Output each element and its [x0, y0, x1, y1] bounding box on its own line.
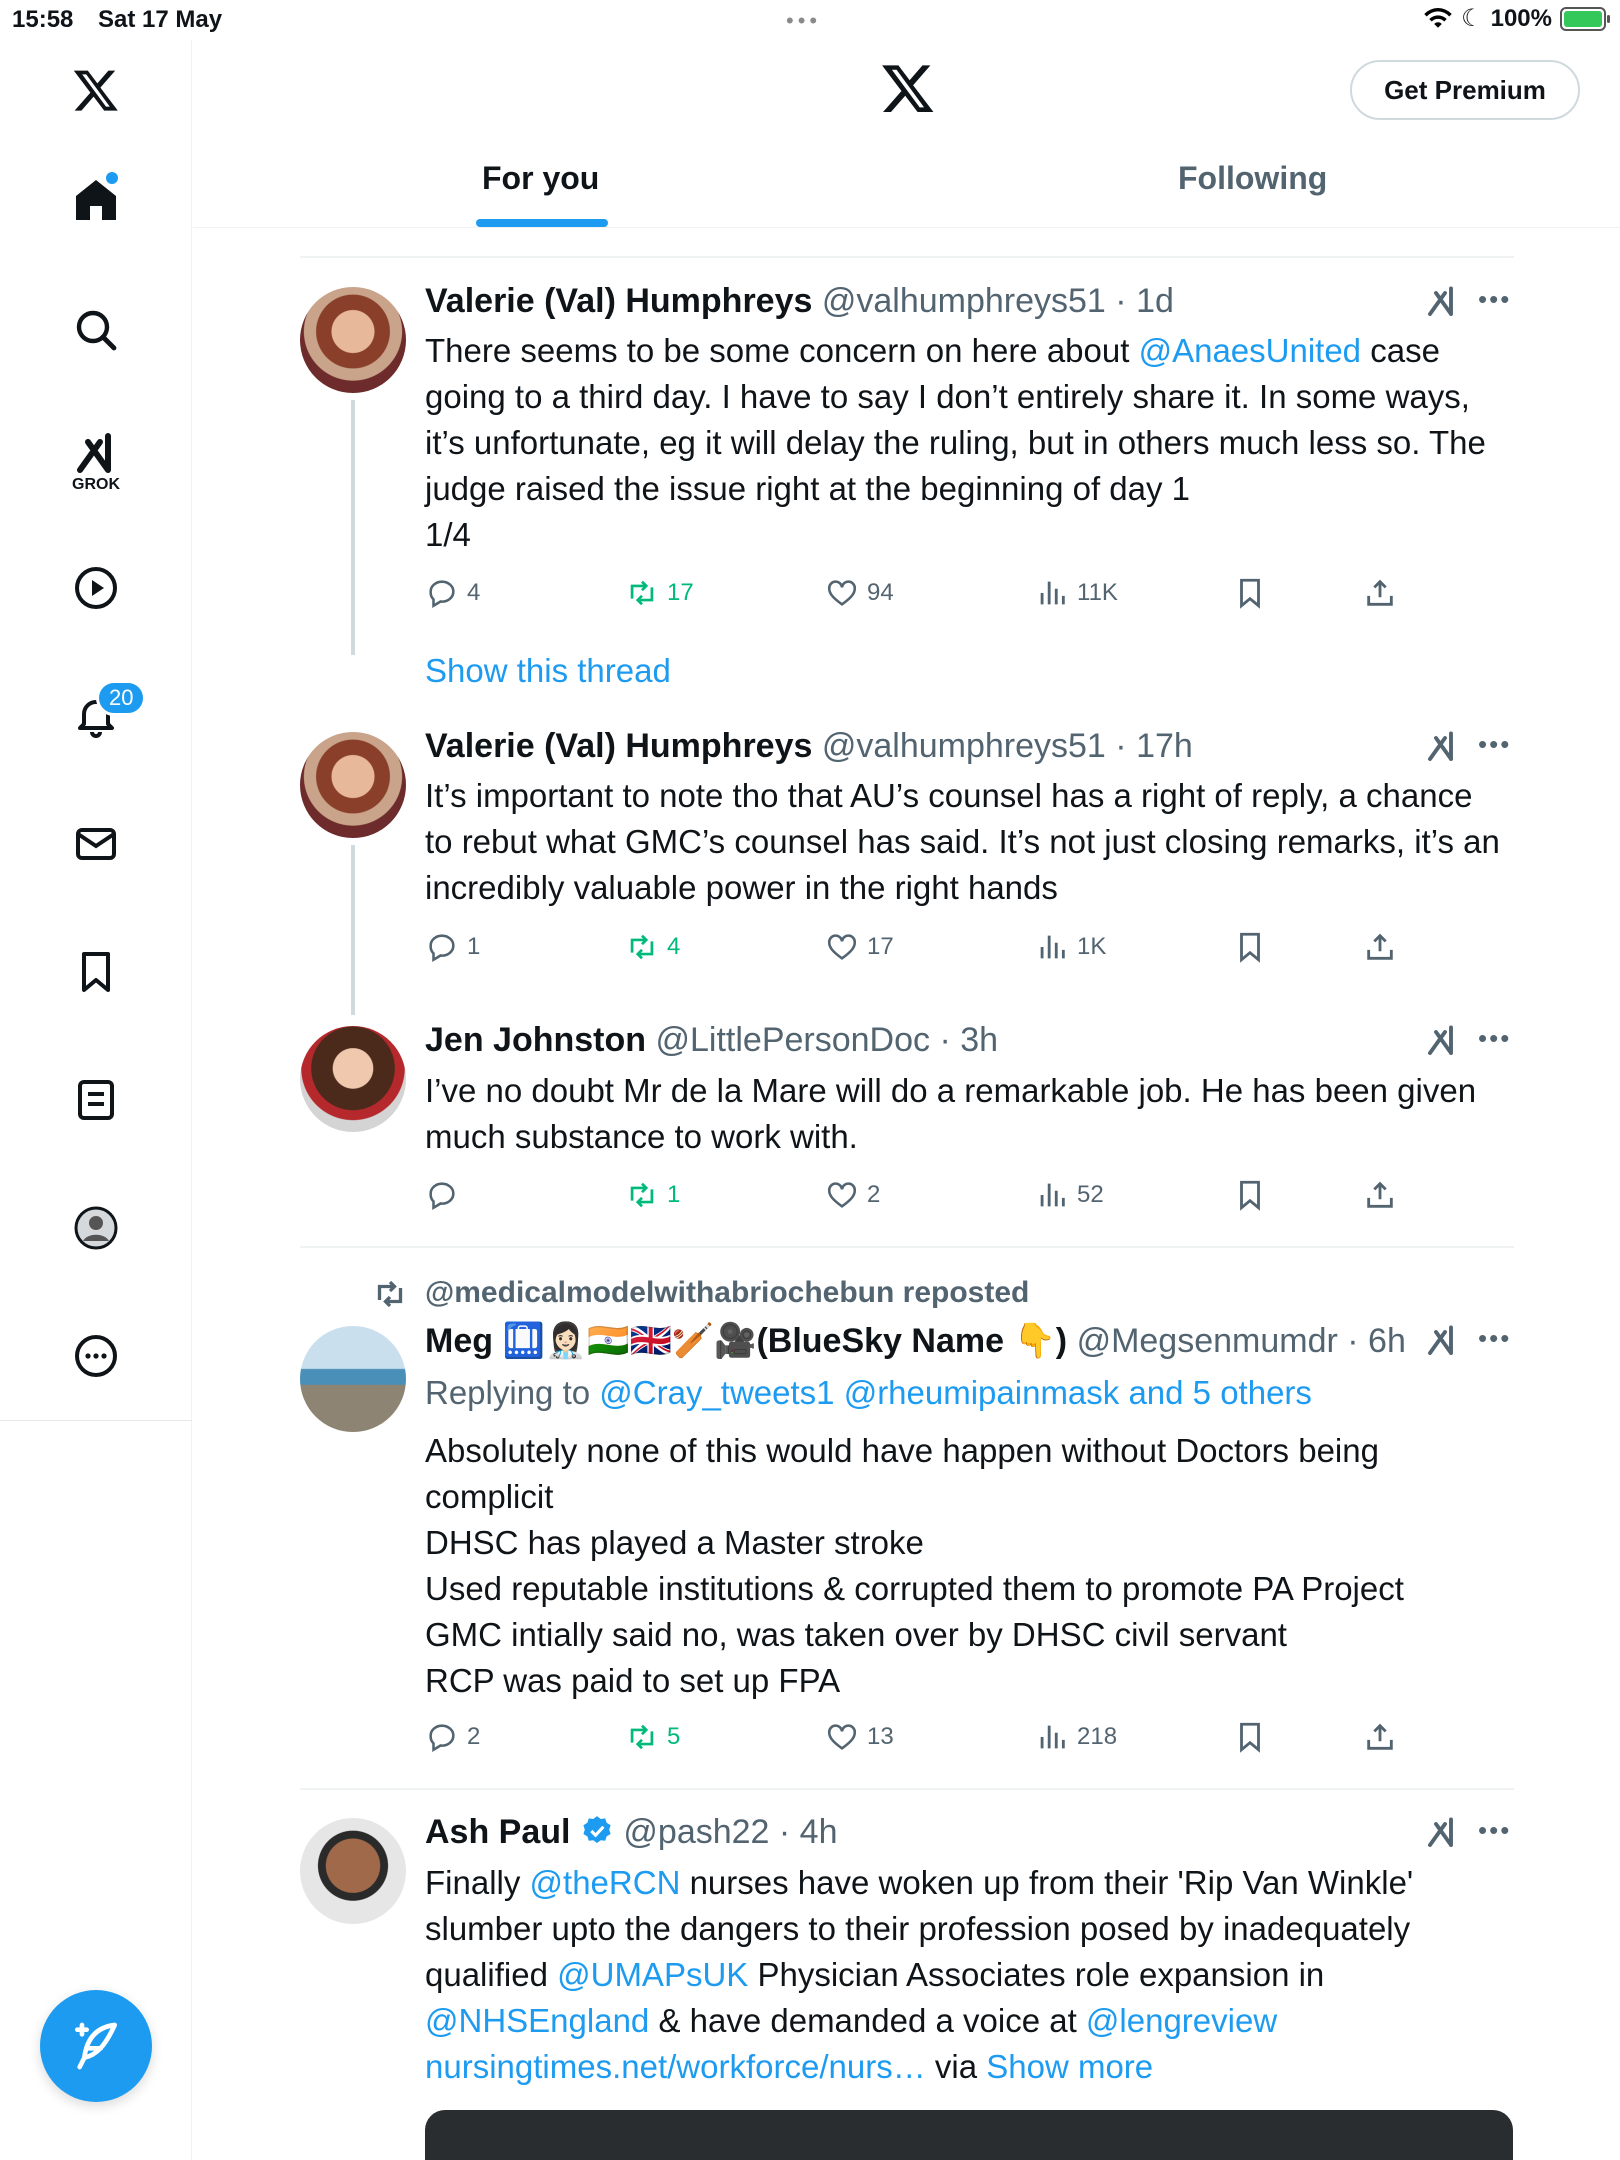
tweet-text: Finally @theRCN nurses have woken up from their 'Rip Van Winkle' slumber upto the dangers to their profession posed by inadequately qualified @UMAPsUK Physician Associates role expansion in @NHSEngland & have demanded a voice at @lengreview nursingtimes.net/workforce/nurs… via Show more — [425, 1864, 1414, 2085]
status-bar — [0, 0, 1620, 40]
more-options-icon[interactable]: ••• — [1478, 729, 1512, 759]
video-play-icon[interactable] — [62, 554, 130, 622]
reply-icon — [425, 930, 459, 964]
like-icon — [825, 1720, 859, 1754]
tweet-media[interactable] — [425, 2110, 1513, 2160]
compose-icon — [68, 2018, 124, 2074]
tweet-actions — [425, 930, 1425, 970]
tweet-separator — [300, 1788, 1514, 1790]
more-options-icon[interactable]: ••• — [1478, 1815, 1512, 1845]
replying-to: Replying to @Cray_tweets1 @rheumipainmask and 5 others — [425, 1374, 1312, 1411]
mention-link[interactable]: @NHSEngland — [425, 2002, 650, 2039]
avatar[interactable] — [300, 1818, 406, 1924]
status-right — [1423, 4, 1606, 33]
mention-link[interactable]: @theRCN — [529, 1864, 681, 1901]
reply-button[interactable]: 4 — [425, 576, 480, 610]
grok-label: GROK — [72, 476, 120, 493]
repost-icon — [625, 576, 659, 610]
like-button[interactable]: 13 — [825, 1720, 894, 1754]
show-thread-link[interactable]: Show this thread — [425, 652, 671, 689]
tab-for-you[interactable]: For you — [482, 160, 600, 196]
author-handle[interactable]: @pash22 — [623, 1813, 770, 1851]
tweet-header: Meg 🛄👩🏻‍⚕️🇮🇳🇬🇧🏏🎥(BlueSky Name 👇) @Megsenmumdr · 6h — [425, 1322, 1406, 1360]
views-button[interactable]: 218 — [1035, 1720, 1117, 1754]
repost-icon — [372, 1276, 408, 1312]
x-logo-icon[interactable] — [880, 60, 936, 121]
tweet-header: Jen Johnston @LittlePersonDoc · 3h — [425, 1021, 999, 1059]
author-handle[interactable]: @valhumphreys51 — [821, 727, 1106, 765]
get-premium-button[interactable]: Get Premium — [1350, 60, 1580, 120]
tweet-text: It’s important to note tho that AU’s counsel has a right of reply, a chance to rebut what GMC’s counsel has said. It’s not just closing remarks, it’s an incredibly valuable power in the right hands — [425, 777, 1500, 906]
nav-divider — [0, 1420, 192, 1421]
share-button[interactable] — [1363, 1178, 1397, 1212]
grok-icon[interactable] — [1424, 1815, 1460, 1851]
more-circle-icon[interactable] — [62, 1322, 130, 1390]
search-icon[interactable] — [62, 296, 130, 364]
show-more-link[interactable]: Show more — [986, 2048, 1154, 2085]
like-icon — [825, 576, 859, 610]
home-unread-dot — [106, 172, 118, 184]
more-options-icon[interactable]: ••• — [1478, 1023, 1512, 1053]
repost-button[interactable]: 4 — [625, 930, 680, 964]
header — [193, 40, 1620, 228]
avatar[interactable] — [300, 287, 406, 393]
author-name[interactable]: Jen Johnston — [425, 1021, 647, 1059]
like-button[interactable]: 94 — [825, 576, 894, 610]
repost-button[interactable]: 1 — [625, 1178, 680, 1212]
repost-icon — [625, 1178, 659, 1212]
grok-icon[interactable] — [1424, 1323, 1460, 1359]
reply-button[interactable]: 2 — [425, 1720, 480, 1754]
author-name[interactable]: Valerie (Val) Humphreys — [425, 282, 813, 320]
bookmark-button[interactable] — [1233, 1178, 1267, 1212]
active-tab-indicator — [476, 219, 608, 227]
feed-separator — [300, 256, 1514, 258]
avatar[interactable] — [300, 732, 406, 838]
bookmark-button[interactable] — [1233, 930, 1267, 964]
tab-following[interactable]: Following — [1178, 160, 1328, 196]
like-icon — [825, 1178, 859, 1212]
tweet-text: I’ve no doubt Mr de la Mare will do a remarkable job. He has been given much substance to work with. — [425, 1072, 1477, 1155]
tweet-actions — [425, 1178, 1425, 1218]
like-button[interactable]: 17 — [825, 930, 894, 964]
sidebar — [0, 40, 192, 2160]
more-options-icon[interactable]: ••• — [1478, 284, 1512, 314]
avatar[interactable] — [300, 1026, 406, 1132]
compose-button[interactable] — [40, 1990, 152, 2102]
repost-button[interactable]: 17 — [625, 576, 694, 610]
list-icon[interactable] — [62, 1066, 130, 1134]
reply-button[interactable]: 1 — [425, 930, 480, 964]
tweet-time[interactable]: 4h — [799, 1813, 838, 1851]
views-button[interactable]: 11K — [1035, 576, 1118, 610]
bookmark-button[interactable] — [1233, 1720, 1267, 1754]
author-name[interactable]: Valerie (Val) Humphreys — [425, 727, 813, 765]
share-button[interactable] — [1363, 576, 1397, 610]
tweet-header: Ash Paul @pash22 · 4h — [425, 1813, 838, 1851]
views-button[interactable]: 1K — [1035, 930, 1106, 964]
tweet-separator — [300, 1246, 1514, 1248]
tweet-text: Absolutely none of this would have happen without Doctors being complicit DHSC has played a Master stroke Used reputable institutions & corrupted them to promote PA Project GMC intially said no, was taken over by DHSC civil servant RCP was paid to set up FPA — [425, 1432, 1404, 1699]
reply-icon — [425, 576, 459, 610]
mention-link[interactable]: @UMAPsUK — [557, 1956, 749, 1993]
grok-icon[interactable] — [1424, 284, 1460, 320]
grok-icon[interactable] — [1424, 729, 1460, 765]
views-button[interactable]: 52 — [1035, 1178, 1104, 1212]
reply-icon — [425, 1178, 459, 1212]
tweet-time[interactable]: 3h — [960, 1021, 999, 1059]
article-link[interactable]: nursingtimes.net/workforce/nurs… — [425, 2048, 926, 2085]
bookmark-icon — [1233, 1720, 1267, 1754]
tweet-text: There seems to be some concern on here about @AnaesUnited case going to a third day. I have to say I don’t entirely share it. In some ways, it’s unfortunate, eg it will delay the ruling, but in others much less so. The judge raised the issue right at the beginning of day 1 1/4 — [425, 332, 1486, 553]
notifications-badge: 20 — [96, 680, 146, 716]
share-icon — [1363, 930, 1397, 964]
mail-icon[interactable] — [62, 810, 130, 878]
author-handle[interactable]: @LittlePersonDoc — [655, 1021, 931, 1059]
more-options-icon[interactable]: ••• — [1478, 1323, 1512, 1353]
author-name[interactable]: Meg 🛄👩🏻‍⚕️🇮🇳🇬🇧🏏🎥(BlueSky Name 👇) — [425, 1322, 1068, 1360]
reply-icon — [425, 1720, 459, 1754]
wifi-icon — [1423, 7, 1453, 31]
share-icon — [1363, 1178, 1397, 1212]
moon-icon: ☾ — [1461, 5, 1483, 32]
status-time: 15:58 — [12, 6, 74, 33]
tweet-header: Valerie (Val) Humphreys @valhumphreys51 · 1d — [425, 282, 1174, 320]
bookmark-icon[interactable] — [62, 938, 130, 1006]
status-date: Sat 17 May — [98, 6, 223, 33]
profile-icon[interactable] — [62, 1194, 130, 1262]
repost-icon — [625, 930, 659, 964]
share-button[interactable] — [1363, 1720, 1397, 1754]
views-icon — [1035, 1720, 1069, 1754]
repost-button[interactable]: 5 — [625, 1720, 680, 1754]
tweet-header: Valerie (Val) Humphreys @valhumphreys51 · 17h — [425, 727, 1193, 765]
home-icon[interactable] — [62, 166, 130, 234]
bookmark-icon — [1233, 930, 1267, 964]
author-name[interactable]: Ash Paul — [425, 1813, 571, 1851]
tweet-actions — [425, 576, 1425, 616]
repost-icon — [625, 1720, 659, 1754]
multitask-dots-icon[interactable]: ••• — [786, 8, 822, 33]
like-icon — [825, 930, 859, 964]
reposted-by-label[interactable]: @medicalmodelwithabriochebun reposted — [425, 1276, 1030, 1309]
views-icon — [1035, 576, 1069, 610]
reply-button[interactable] — [425, 1178, 467, 1212]
verified-icon — [580, 1814, 614, 1848]
author-handle[interactable]: @Megsenmumdr — [1076, 1322, 1338, 1360]
tweet-actions — [425, 1720, 1425, 1760]
grok-icon[interactable] — [1424, 1023, 1460, 1059]
bookmark-button[interactable] — [1233, 576, 1267, 610]
replying-to-links[interactable]: @Cray_tweets1 @rheumipainmask and 5 others — [599, 1374, 1312, 1411]
thread-line — [351, 845, 355, 1015]
author-handle[interactable]: @valhumphreys51 — [821, 282, 1106, 320]
tweet-time[interactable]: 6h — [1368, 1322, 1406, 1360]
mention-link[interactable]: @AnaesUnited — [1138, 332, 1362, 369]
x-logo-icon[interactable] — [62, 56, 130, 124]
share-button[interactable] — [1363, 930, 1397, 964]
views-icon — [1035, 1178, 1069, 1212]
bookmark-icon — [1233, 1178, 1267, 1212]
share-icon — [1363, 576, 1397, 610]
tweet-time[interactable]: 17h — [1136, 727, 1193, 765]
battery-icon — [1560, 7, 1606, 31]
thread-line — [351, 400, 355, 655]
mention-link[interactable]: @lengreview — [1085, 2002, 1278, 2039]
tweet-time[interactable]: 1d — [1136, 282, 1174, 320]
battery-percent: 100% — [1490, 4, 1552, 32]
share-icon — [1363, 1720, 1397, 1754]
avatar[interactable] — [300, 1326, 406, 1432]
like-button[interactable]: 2 — [825, 1178, 880, 1212]
views-icon — [1035, 930, 1069, 964]
bookmark-icon — [1233, 576, 1267, 610]
